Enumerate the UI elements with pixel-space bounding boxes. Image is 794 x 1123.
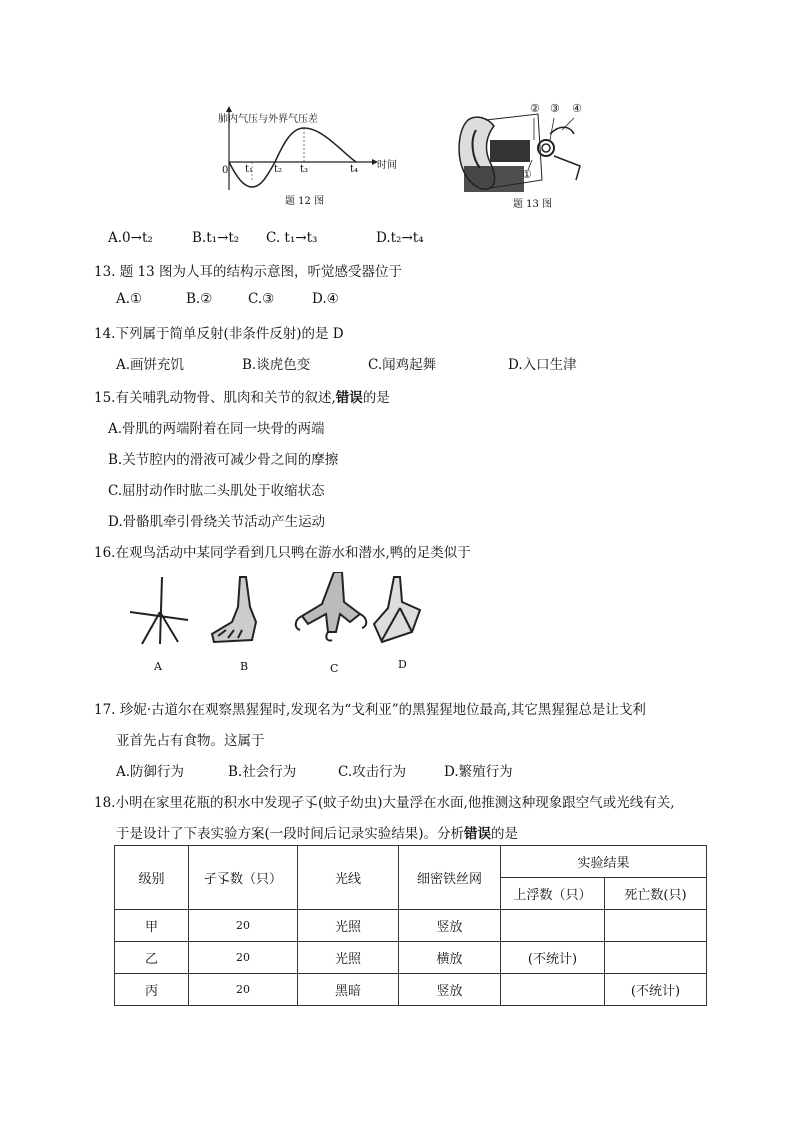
pressure-curve bbox=[229, 128, 359, 187]
q15-option-d: D.骨骼肌牵引骨绕关节活动产生运动 bbox=[108, 514, 326, 530]
header-light: 光线 bbox=[298, 846, 399, 910]
header-group: 级别 bbox=[115, 846, 189, 910]
q14-stem: 14.下列属于简单反射(非条件反射)的是 D bbox=[94, 326, 344, 342]
table-row bbox=[115, 910, 707, 942]
q13-option-c: C.③ bbox=[248, 291, 275, 307]
q15-option-b: B.关节腔内的滑液可减少骨之间的摩擦 bbox=[108, 452, 339, 468]
cell-mesh: 横放 bbox=[399, 942, 501, 974]
q15-stem-after: 的是 bbox=[362, 390, 390, 406]
figure-12-caption: 题 12 图 bbox=[285, 196, 325, 207]
subheader-dead: 死亡数(只) bbox=[605, 878, 707, 910]
q14-option-c: C.闻鸡起舞 bbox=[368, 357, 437, 373]
q16-stem: 16.在观鸟活动中某同学看到几只鸭在游水和潜水,鸭的足类似于 bbox=[94, 545, 471, 561]
foot-c-icon bbox=[296, 572, 367, 641]
cell-count: 20 bbox=[189, 942, 298, 974]
q15-stem bbox=[94, 386, 390, 406]
cell-mesh: 竖放 bbox=[399, 910, 501, 942]
tick-t4: t₄ bbox=[350, 164, 359, 175]
header-results: 实验结果 bbox=[501, 846, 707, 878]
cell-count: 20 bbox=[189, 910, 298, 942]
figure-12 bbox=[212, 100, 402, 210]
q12-option-d: D.t₂→t₄ bbox=[376, 230, 424, 246]
tick-t3: t₃ bbox=[300, 164, 309, 175]
q13-option-d: D.④ bbox=[312, 291, 339, 307]
q13-option-a: A.① bbox=[116, 291, 143, 307]
cell-group: 甲 bbox=[115, 910, 189, 942]
cell-dead bbox=[605, 942, 707, 974]
q15-option-c: C.屈肘动作时肱二头肌处于收缩状态 bbox=[108, 483, 325, 499]
cell-mesh: 竖放 bbox=[399, 974, 501, 1006]
q18-line-2 bbox=[116, 822, 518, 842]
cell-light: 光照 bbox=[298, 910, 399, 942]
q14-option-a: A.画饼充饥 bbox=[116, 357, 185, 373]
q17-line-1: 17. 珍妮·古道尔在观察黑猩猩时,发现名为“戈利亚”的黑猩猩地位最高,其它黑猩猩总是让戈利 bbox=[94, 702, 646, 718]
q12-option-b: B.t₁→t₂ bbox=[192, 230, 240, 246]
cell-dead: (不统计) bbox=[605, 974, 707, 1006]
ear-label-4: ④ bbox=[572, 102, 582, 115]
q15-stem-emphasis: 错误 bbox=[335, 390, 363, 406]
cell-count: 20 bbox=[189, 974, 298, 1006]
ear-label-1: ① bbox=[522, 168, 532, 181]
foot-d-icon bbox=[374, 577, 420, 642]
q17-line-2: 亚首先占有食物。这属于 bbox=[116, 733, 265, 749]
cell-group: 丙 bbox=[115, 974, 189, 1006]
foot-label-a: A bbox=[154, 660, 162, 673]
tick-t1: t₁ bbox=[245, 164, 254, 175]
q18-line-2-after: 的是 bbox=[491, 826, 519, 842]
q18-line-1: 18.小明在家里花瓶的积水中发现孑孓(蚊子幼虫)大量浮在水面,他推测这种现象跟空气或光线有关, bbox=[94, 795, 675, 811]
cell-light: 光照 bbox=[298, 942, 399, 974]
header-larvae-count: 孑孓数（只） bbox=[189, 846, 298, 910]
q12-option-a: A.0→t₂ bbox=[108, 230, 153, 246]
tick-t2: t₂ bbox=[274, 164, 283, 175]
q14-option-b: B.谈虎色变 bbox=[242, 357, 311, 373]
cell-light: 黑暗 bbox=[298, 974, 399, 1006]
table-row bbox=[115, 942, 707, 974]
ear-canal-icon bbox=[490, 140, 530, 162]
header-wire-mesh: 细密铁丝网 bbox=[399, 846, 501, 910]
graph-x-label: 时间 bbox=[377, 160, 397, 171]
foot-b-icon bbox=[212, 577, 256, 642]
experiment-table bbox=[114, 845, 707, 1006]
graph-y-label: 肺内气压与外界气压差 bbox=[218, 114, 318, 125]
q18-line-2-emphasis: 错误 bbox=[464, 826, 492, 842]
q18-line-2-before: 于是设计了下表实验方案(一段时间后记录实验结果)。分析 bbox=[116, 826, 465, 842]
q14-option-d: D.入口生津 bbox=[508, 357, 577, 373]
q17-option-a: A.防御行为 bbox=[116, 764, 185, 780]
cell-group: 乙 bbox=[115, 942, 189, 974]
bird-feet-figure bbox=[122, 572, 432, 682]
q13-stem: 13. 题 13 图为人耳的结构示意图，听觉感受器位于 bbox=[94, 264, 403, 280]
q15-stem-before: 15.有关哺乳动物骨、肌肉和关节的叙述, bbox=[94, 390, 336, 406]
cell-dead bbox=[605, 910, 707, 942]
foot-label-c: C bbox=[330, 662, 339, 675]
foot-label-b: B bbox=[240, 660, 249, 673]
ear-label-2: ② bbox=[530, 102, 540, 115]
q17-option-b: B.社会行为 bbox=[228, 764, 297, 780]
cell-floating bbox=[501, 910, 605, 942]
q12-option-c: C. t₁→t₃ bbox=[266, 230, 318, 246]
q13-option-b: B.② bbox=[186, 291, 213, 307]
q17-option-d: D.繁殖行为 bbox=[444, 764, 513, 780]
q15-option-a: A.骨肌的两端附着在同一块骨的两端 bbox=[108, 421, 325, 437]
cell-floating: (不统计) bbox=[501, 942, 605, 974]
table-row bbox=[115, 974, 707, 1006]
ear-label-3: ③ bbox=[550, 102, 560, 115]
foot-a-icon bbox=[130, 577, 188, 644]
table-header-row bbox=[115, 846, 707, 878]
bird-feet-drawing bbox=[122, 572, 432, 662]
subheader-floating: 上浮数（只） bbox=[501, 878, 605, 910]
cell-floating bbox=[501, 974, 605, 1006]
graph-origin: 0 bbox=[222, 165, 229, 176]
figure-13 bbox=[450, 100, 600, 212]
foot-label-d: D bbox=[398, 658, 407, 671]
figure-13-caption: 题 13 图 bbox=[513, 199, 553, 210]
q17-option-c: C.攻击行为 bbox=[338, 764, 407, 780]
